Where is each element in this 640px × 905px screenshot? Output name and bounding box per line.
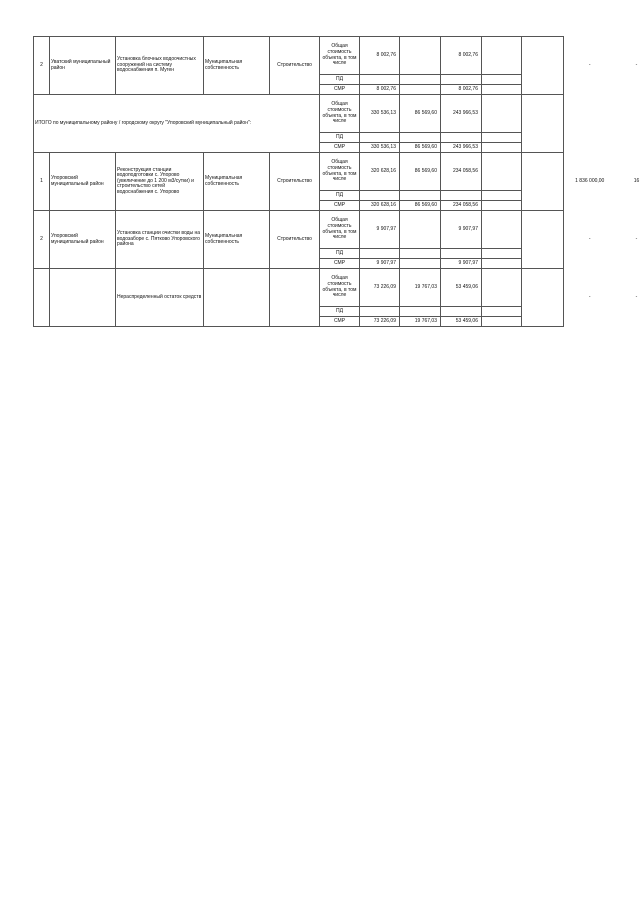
cost-local-cell (482, 143, 522, 153)
cost-regional-cell (441, 307, 482, 317)
cost-local-cell (482, 37, 522, 75)
cost-label-cell: СМР (320, 201, 360, 211)
cost-label-cell: Общая стоимость объекта, в том числе (320, 37, 360, 75)
capacity-cell (564, 95, 616, 153)
capacity-cell: - (588, 235, 591, 242)
cost-label-cell: Общая стоимость объекта, в том числе (320, 153, 360, 191)
cost-federal-cell: 86 569,60 (400, 95, 441, 133)
cost-regional-cell: 234 058,56 (441, 201, 482, 211)
cost-total-cell (360, 307, 400, 317)
cost-regional-cell: 8 002,76 (441, 37, 482, 75)
cost-local-cell (482, 211, 522, 249)
capacity-cell: - (588, 61, 591, 68)
cost-federal-cell (400, 307, 441, 317)
cost-label-cell: ПД (320, 191, 360, 201)
cost-regional-cell (441, 191, 482, 201)
cost-label-cell: Общая стоимость объекта, в том числе (320, 269, 360, 307)
empty-cell (522, 37, 564, 95)
table-row (34, 269, 640, 307)
cost-total-cell: 8 002,76 (360, 85, 400, 95)
cost-label-cell: СМР (320, 317, 360, 327)
table-row (34, 153, 640, 191)
count-cell: 16 (633, 177, 640, 184)
cost-label-cell: СМР (320, 143, 360, 153)
cost-local-cell (482, 75, 522, 85)
cost-federal-cell (400, 191, 441, 201)
cost-federal-cell (400, 211, 441, 249)
object-cell: Установка станции очистки воды на водозаборе с. Пятково Упоровского района (116, 211, 204, 269)
cost-label-cell: Общая стоимость объекта, в том числе (320, 95, 360, 133)
cost-local-cell (482, 269, 522, 307)
cost-total-cell: 8 002,76 (360, 37, 400, 75)
ownership-cell: Муниципальная собственность (204, 37, 270, 95)
cost-federal-cell (400, 249, 441, 259)
cost-regional-cell: 9 907,97 (441, 211, 482, 249)
ownership-cell: Муниципальная собственность (204, 211, 270, 269)
table-row (34, 211, 640, 249)
document-sheet (33, 36, 640, 327)
cost-regional-cell (441, 75, 482, 85)
table-body (34, 37, 640, 327)
cost-label-cell: ПД (320, 75, 360, 85)
cost-federal-cell: 19 767,03 (400, 269, 441, 307)
empty-cell (522, 211, 564, 269)
cost-local-cell (482, 85, 522, 95)
cost-regional-cell: 53 459,06 (441, 317, 482, 327)
count-cell: - (635, 235, 638, 242)
cost-local-cell (482, 259, 522, 269)
object-cell: Нераспределенный остаток средств (116, 269, 204, 327)
cost-regional-cell: 9 907,97 (441, 259, 482, 269)
cost-regional-cell (441, 249, 482, 259)
work-type-cell (270, 269, 320, 327)
ownership-cell: Муниципальная собственность (204, 153, 270, 211)
cost-label-cell: ПД (320, 307, 360, 317)
cost-label-cell: СМР (320, 259, 360, 269)
cost-local-cell (482, 133, 522, 143)
municipality-cell: Упоровский муниципальный район (50, 153, 116, 211)
cost-federal-cell (400, 133, 441, 143)
cost-regional-cell: 243 966,53 (441, 95, 482, 133)
cost-federal-cell: 86 569,60 (400, 153, 441, 191)
cost-local-cell (482, 153, 522, 191)
empty-cell (522, 95, 564, 153)
cost-local-cell (482, 191, 522, 201)
count-cell: - (635, 61, 638, 68)
ownership-cell (204, 269, 270, 327)
cost-total-cell: 73 226,09 (360, 269, 400, 307)
municipality-cell: Упоровский муниципальный район (50, 211, 116, 269)
cost-label-cell: ПД (320, 133, 360, 143)
row-number (34, 269, 50, 327)
capacity-cell: 1 836 000,00 (575, 177, 605, 184)
cost-total-cell: 330 536,13 (360, 143, 400, 153)
work-type-cell: Строительство (270, 211, 320, 269)
cost-label-cell: СМР (320, 85, 360, 95)
row-number: 1 (34, 153, 50, 211)
municipality-cell: Уватский муниципальный район (50, 37, 116, 95)
cost-regional-cell: 234 058,56 (441, 153, 482, 191)
work-type-cell: Строительство (270, 37, 320, 95)
row-number: 2 (34, 37, 50, 95)
capacity-cell: - (588, 293, 591, 300)
cost-federal-cell: 86 569,60 (400, 143, 441, 153)
table-row (34, 37, 640, 75)
cost-total-cell: 320 628,16 (360, 201, 400, 211)
object-cell: Реконструкция станции водоподготовки с. Упорово (увеличение до 1 200 м3/сутки) и строительство сетей водоснабжения с. Упорово (116, 153, 204, 211)
cost-federal-cell (400, 37, 441, 75)
cost-federal-cell (400, 259, 441, 269)
cost-regional-cell (441, 133, 482, 143)
cost-total-cell: 330 536,13 (360, 95, 400, 133)
cost-total-cell: 9 907,97 (360, 211, 400, 249)
cost-total-cell (360, 133, 400, 143)
cost-federal-cell (400, 75, 441, 85)
cost-label-cell: Общая стоимость объекта, в том числе (320, 211, 360, 249)
cost-federal-cell (400, 85, 441, 95)
cost-federal-cell: 86 569,60 (400, 201, 441, 211)
cost-total-cell (360, 75, 400, 85)
municipality-cell (50, 269, 116, 327)
count-cell (616, 95, 640, 153)
row-number: 2 (34, 211, 50, 269)
cost-regional-cell: 243 966,53 (441, 143, 482, 153)
cost-label-cell: ПД (320, 249, 360, 259)
table-row (34, 95, 640, 133)
cost-local-cell (482, 317, 522, 327)
cost-total-cell: 9 907,97 (360, 259, 400, 269)
cost-local-cell (482, 95, 522, 133)
cost-local-cell (482, 249, 522, 259)
cost-total-cell: 320 628,16 (360, 153, 400, 191)
cost-local-cell (482, 201, 522, 211)
total-caption: ИТОГО по муниципальному району / городскому округу "Упоровский муниципальный район": (34, 95, 320, 153)
empty-cell (522, 153, 564, 211)
cost-total-cell: 73 226,09 (360, 317, 400, 327)
object-cell: Установка блочных водоочистных сооружений на систему водоснабжения п. Муген (116, 37, 204, 95)
cost-regional-cell: 53 459,06 (441, 269, 482, 307)
work-type-cell: Строительство (270, 153, 320, 211)
cost-total-cell (360, 191, 400, 201)
cost-local-cell (482, 307, 522, 317)
investment-table (33, 36, 640, 327)
cost-total-cell (360, 249, 400, 259)
count-cell: - (635, 293, 638, 300)
empty-cell (522, 269, 564, 327)
cost-federal-cell: 19 767,03 (400, 317, 441, 327)
cost-regional-cell: 8 002,76 (441, 85, 482, 95)
